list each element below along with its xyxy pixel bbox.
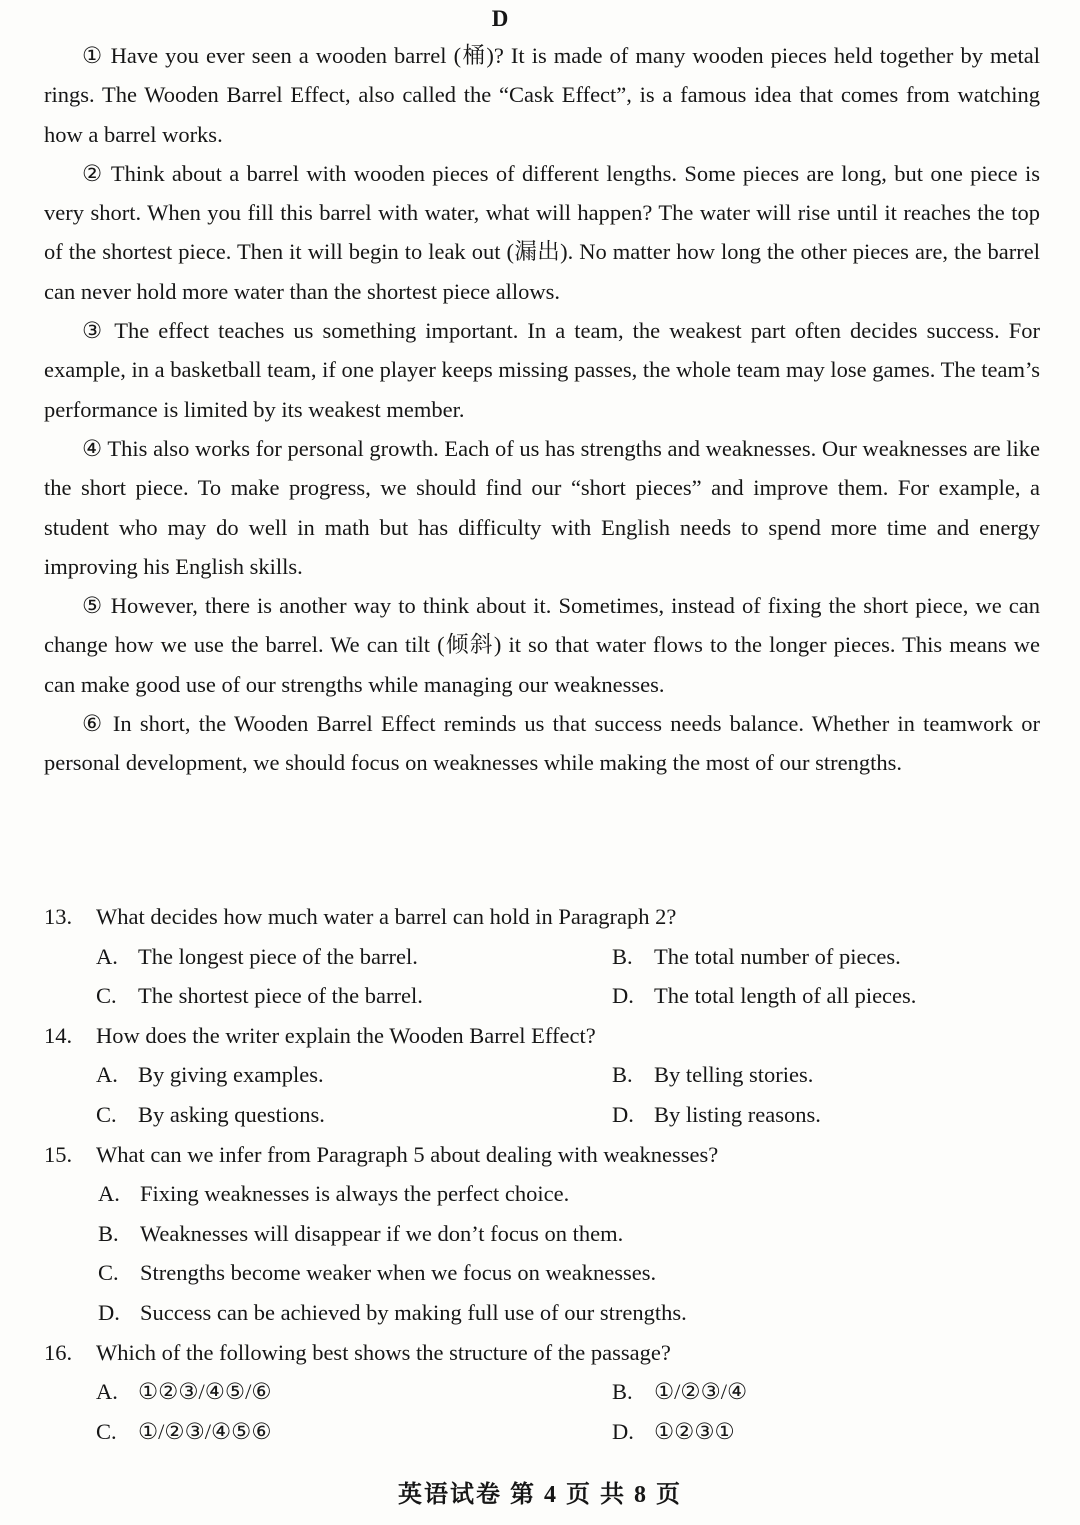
option-a	[98, 1174, 1040, 1214]
option-list	[44, 1174, 1040, 1332]
question-stem	[44, 1333, 1040, 1373]
paragraph-2: ② Think about a barrel with wooden pieces of different lengths. Some pieces are long, but one piece is very short. When you fill this barrel with water, what will happen? The water will rise until it reaches the top of the shortest piece. Then it will begin to leak out (漏出). No matter how long the other pieces are, the barrel can never hold more water than the shortest piece allows.	[44, 160, 1040, 304]
paragraph-1: ① Have you ever seen a wooden barrel (桶)? It is made of many wooden pieces held together by metal rings. The Wooden Barrel Effect, also called the “Cask Effect”, is a famous idea that comes from watching how a barrel works.	[44, 43, 1040, 147]
option-c	[96, 1095, 612, 1135]
question-text: Which of the following best shows the structure of the passage?	[96, 1339, 671, 1365]
option-d	[612, 1095, 1032, 1135]
question-text: What can we infer from Paragraph 5 about dealing with weaknesses?	[96, 1141, 719, 1167]
option-letter: D.	[612, 1101, 634, 1127]
option-text: Strengths become weaker when we focus on weaknesses.	[140, 1260, 657, 1286]
option-c	[96, 976, 612, 1016]
option-c	[96, 1412, 612, 1452]
option-letter: B.	[612, 1062, 633, 1088]
question-number: 15.	[44, 1141, 73, 1167]
option-grid	[44, 1372, 1040, 1451]
option-letter: D.	[612, 1418, 634, 1444]
option-d	[612, 976, 1032, 1016]
option-d	[98, 1293, 1040, 1333]
section-heading: D	[491, 6, 509, 31]
option-text: The shortest piece of the barrel.	[138, 983, 423, 1009]
option-a	[96, 937, 612, 977]
option-letter: C.	[96, 983, 117, 1009]
option-a	[96, 1372, 612, 1412]
option-letter: A.	[96, 1062, 118, 1088]
option-text: Success can be achieved by making full use of our strengths.	[140, 1299, 687, 1325]
option-grid	[44, 937, 1040, 1016]
question-text: What decides how much water a barrel can hold in Paragraph 2?	[96, 904, 677, 929]
option-a	[96, 1055, 612, 1095]
option-letter: A.	[96, 943, 118, 969]
question-13	[44, 897, 1040, 1016]
reading-passage	[44, 36, 1040, 783]
option-text: By listing reasons.	[654, 1101, 821, 1127]
question-14	[44, 1016, 1040, 1135]
question-stem	[44, 897, 1040, 937]
question-16	[44, 1333, 1040, 1452]
option-b	[612, 1055, 1032, 1095]
option-text: By telling stories.	[654, 1062, 814, 1088]
option-text: ①②③①	[654, 1418, 735, 1444]
option-letter: A.	[96, 1379, 118, 1405]
option-text: Weaknesses will disappear if we don’t focus on them.	[140, 1220, 624, 1246]
question-list	[44, 897, 1040, 1451]
paragraph-3: ③ The effect teaches us something important. In a team, the weakest part often decides success. For example, in a basketball team, if one player keeps missing passes, the whole team may lose games. The team’s performance is limited by its weakest member.	[44, 318, 1040, 422]
option-text: ①②③/④⑤/⑥	[138, 1379, 272, 1405]
option-letter: B.	[98, 1220, 119, 1246]
page-footer: 英语试卷 第 4 页 共 8 页	[398, 1482, 682, 1508]
question-15	[44, 1135, 1040, 1333]
option-letter: D.	[612, 983, 634, 1009]
question-number: 16.	[44, 1339, 73, 1365]
option-letter: A.	[98, 1181, 120, 1207]
question-stem	[44, 1016, 1040, 1056]
option-grid	[44, 1055, 1040, 1134]
option-letter: C.	[98, 1260, 119, 1286]
option-b	[612, 937, 1032, 977]
option-text: The longest piece of the barrel.	[138, 943, 418, 969]
option-d	[612, 1412, 1032, 1452]
option-text: ①/②③/④⑤⑥	[138, 1418, 272, 1444]
option-letter: D.	[98, 1299, 120, 1325]
option-letter: C.	[96, 1418, 117, 1444]
option-text: Fixing weaknesses is always the perfect choice.	[140, 1181, 570, 1207]
option-letter: B.	[612, 1379, 633, 1405]
question-text: How does the writer explain the Wooden Barrel Effect?	[96, 1022, 596, 1048]
paragraph-6: ⑥ In short, the Wooden Barrel Effect reminds us that success needs balance. Whether in teamwork or personal development, we should focus on weaknesses while making the most of our strengths.	[44, 711, 1040, 776]
option-letter: B.	[612, 943, 633, 969]
paragraph-5: ⑤ However, there is another way to think about it. Sometimes, instead of fixing the short piece, we can change how we use the barrel. We can tilt (倾斜) it so that water flows to the longer pieces. This means we can make good use of our strengths while managing our weaknesses.	[44, 593, 1040, 697]
option-text: ①/②③/④	[654, 1379, 748, 1405]
question-number: 14.	[44, 1022, 73, 1048]
option-b	[612, 1372, 1032, 1412]
option-text: The total number of pieces.	[654, 943, 901, 969]
option-letter: C.	[96, 1101, 117, 1127]
question-number: 13.	[44, 904, 73, 929]
option-b	[98, 1214, 1040, 1254]
question-stem	[44, 1135, 1040, 1175]
paragraph-4: ④ This also works for personal growth. Each of us has strengths and weaknesses. Our weaknesses are like the short piece. To make progress, we should find our “short pieces” and improve them. For example, a student who may do well in math but has difficulty with English needs to spend more time and energy improving his English skills.	[44, 435, 1040, 579]
option-text: The total length of all pieces.	[654, 983, 917, 1009]
option-text: By giving examples.	[138, 1062, 324, 1088]
option-c	[98, 1253, 1040, 1293]
option-text: By asking questions.	[138, 1101, 325, 1127]
